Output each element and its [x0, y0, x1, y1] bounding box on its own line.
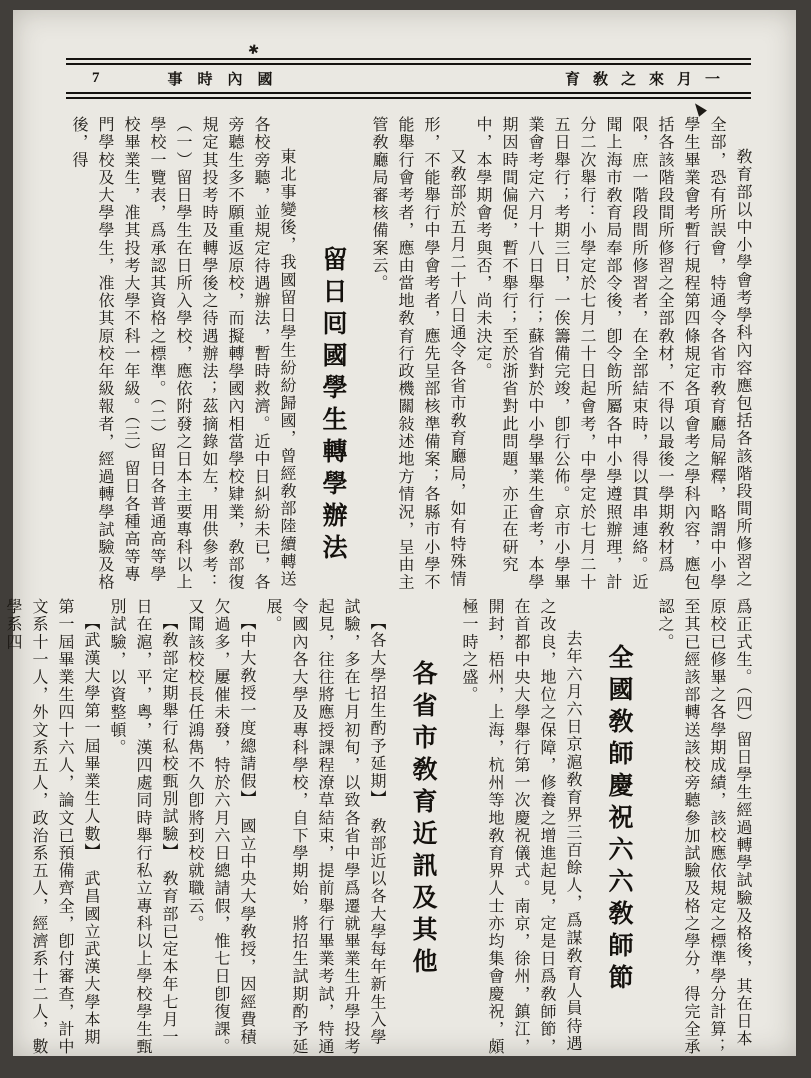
news-brief-item: 【敎部定期舉行私校甄別試驗】 敎育部已定本年七月一日在滬，平，粵，漢四處同時舉行私立專科以上學校學生甄別試驗，以資整頓。 [108, 598, 177, 1056]
lower-text-band [4, 598, 755, 1058]
article-exam-scope-paragraph: 又敎部於五月二十八日通令各省市敎育廳局，如有特殊情形，不能舉行中學會考者，應先呈部核準備案；各縣市小學不能舉行會考者，應由當地敎育行政機關敍述地方情況，呈由主管敎廳局審核備案云。 [370, 116, 465, 592]
news-brief-item: 【各大學招生酌予延期】 敎部近以各大學每年新生入學試驗，多在七月初旬，以致各省中學爲遷就畢業生升學投考起見，往往將應授課程潦草結束，提前舉行畢業考試，特通令國內各大學及專科學校，自下學期始，將招生試期酌予延展。 [264, 598, 385, 1056]
issue-title: 育敎之來月一 [564, 72, 733, 88]
headline-news-briefs: 各省市敎育近訊及其他 [409, 660, 436, 980]
article-exam-scope-paragraph: 敎育部以中小學會考學科內容應包括各該階段間所修習之全部，恐有所誤會，特通令各省市敎育廳局解釋，略謂中小學學生畢業會考暫行規程第四條規定各項會考之學科內容，應包括各該階段間所修習之全部敎材，不得以最後一學期敎材爲限，庶一階段間所修習者，在全部結束時，得以貫串連絡。近聞上海市敎育局奉部令後，卽令飭所屬各中小學遵照辦理，計分二次舉行：小學定於七月二十日起會考，中學定於七月二十五日舉行；考期三日，一俟籌備完竣，卽行公佈。京市小學畢業會考定六月十八日舉行；蘇省對於中小學畢業生會考，本學期因時間偏促，暫不舉行；至於浙省對此問題，亦正在研究中，本學期會考與否，尚未決定。 [474, 116, 751, 592]
news-brief-item: 【中大敎授一度總請假】 國立中央大學敎授，因經費積欠過多，屢催未發，特於六月六日總請假，惟七日卽復課。又聞該校校長任鴻雋不久卽將到校就職云。 [186, 598, 255, 1056]
article-returned-students-continuation: 爲正式生。（四）留日學生經過轉學試驗及格後，其在日本原校已修畢之各學期成績，該校應依規定之標準學分計算；至其已經該部轉送該校旁聽參加試驗及格之學分，得完全承認之。 [656, 598, 751, 1056]
ink-mark: ✱ [246, 41, 261, 58]
article-returned-students-body: 東北事變後，我國留日學生紛紛歸國，曾經敎部陸續轉送各校旁聽，並規定待遇辦法，暫時救濟。近中日糾紛未已，各旁聽生多不願重返原校，而擬轉學國內相當學校肄業，敎部復規定其投考時及轉學後之待遇辦法；茲摘錄如左，用供參考：（一）留日學生在日所入學校，應依附發之日本主要專科以上學校一覽表，爲承認其資格之標準。（二）留日各普通高等學校畢業生，准其投考大學不科一年級。（三）留日各種高等專門學校及大學學生，准依其原校年級報者，經過轉學試驗及格後，得 [70, 116, 295, 592]
upper-text-band [70, 116, 755, 594]
page-number: 7 [92, 70, 102, 86]
masthead [66, 58, 751, 99]
masthead-row [66, 65, 751, 92]
headline-returned-students: 留日囘國學生轉學辦法 [319, 246, 346, 566]
headline-teachers-day: 全國敎師慶祝六六敎師節 [605, 644, 632, 996]
news-brief-item: 【武漢大學第一屆畢業生人數】 武昌國立武漢大學本期第一屆畢業生四十六人，論文已預備齊全，卽付審查，計中文系十一人，外文系五人，政治系五人，經濟系十二人，數學系四 [4, 598, 99, 1056]
masthead-rule-bottom [66, 92, 751, 94]
section-title: 事時內國 [167, 72, 288, 88]
masthead-rule-top [66, 58, 751, 60]
masthead-rule-bottom-2 [66, 97, 751, 99]
article-teachers-day-body: 去年六月六日京滬敎育界三百餘人，爲謀敎育人員待遇之改良，地位之保障，修養之增進起見，定是日爲敎師節，在首都中央大學舉行第一次慶祝儀式。南京，徐州，鎮江，開封，梧州，上海，杭州等地敎育界人士亦均集會慶祝，頗極一時之盛。 [460, 598, 581, 1056]
